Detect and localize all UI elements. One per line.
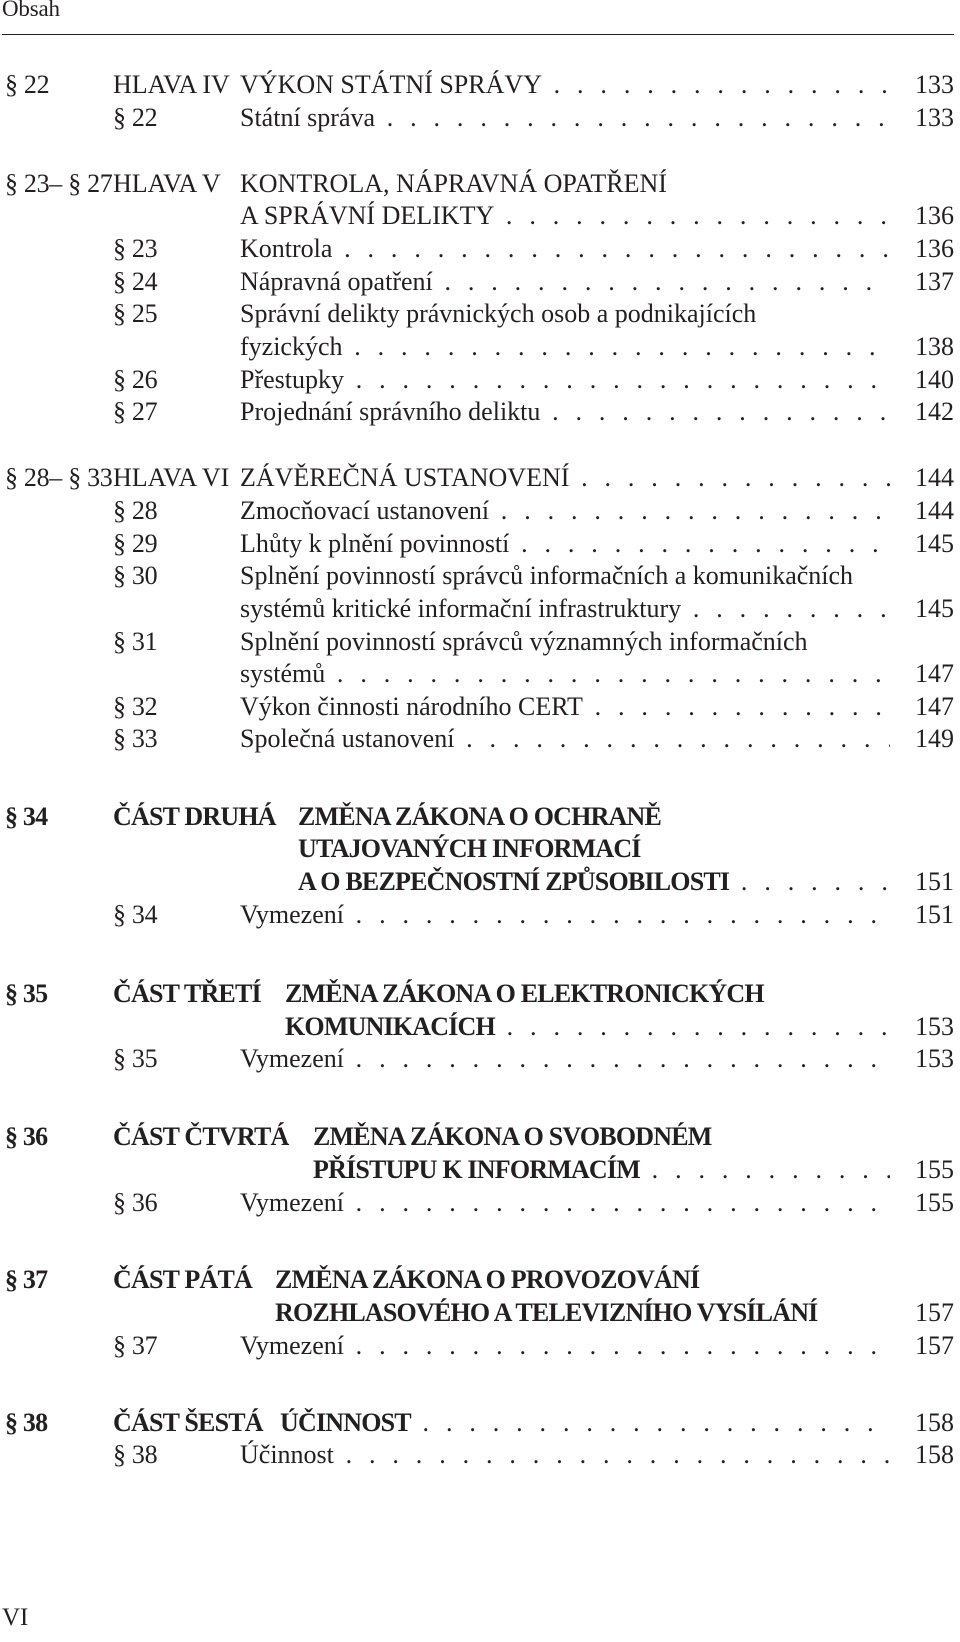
toc-part-title-line1: ZMĚNA ZÁKONA O PROVOZOVÁNÍ	[275, 1265, 700, 1294]
toc-page-number: 136	[915, 234, 954, 263]
toc-section-entry[interactable]	[0, 265, 954, 299]
toc-section-ref: § 33	[113, 724, 158, 753]
toc-section-entry[interactable]	[0, 527, 954, 561]
toc-page-number: 153	[915, 1044, 954, 1073]
toc-section-ref: § 38	[113, 1440, 158, 1469]
toc-part-ref: § 37	[5, 1265, 48, 1294]
toc-section-entry-cont[interactable]	[0, 330, 954, 364]
toc-section-title: Státní správa . . .	[240, 101, 890, 135]
toc-part-title-line1: ZMĚNA ZÁKONA O SVOBODNÉM	[313, 1122, 712, 1151]
toc-section-ref: § 32	[113, 692, 158, 721]
toc-section-title: Vymezení . . .	[240, 1042, 890, 1076]
toc-section-entry[interactable]	[0, 559, 954, 593]
toc-section-title: Přestupky . . .	[240, 363, 890, 397]
toc-section-entry[interactable]	[0, 395, 954, 429]
toc-section-ref: § 30	[113, 561, 158, 590]
toc-section-entry[interactable]	[0, 898, 954, 932]
toc-page-number: 137	[915, 267, 954, 296]
toc-page-number: 142	[915, 397, 954, 426]
toc-section-title: Kontrola . . .	[240, 232, 890, 266]
toc-section-title: Účinnost . . .	[240, 1438, 890, 1472]
toc-part-entry[interactable]	[0, 1263, 954, 1297]
toc-page-number: 149	[915, 724, 954, 753]
toc-part-title-line3: A O BEZPEČNOSTNÍ ZPŮSOBILOSTI . . .	[298, 865, 890, 899]
toc-part-entry[interactable]	[0, 800, 954, 834]
toc-section-ref: § 23	[113, 234, 158, 263]
toc-page-number: 140	[915, 365, 954, 394]
toc-section-entry-cont[interactable]	[0, 592, 954, 626]
footer-page-number: VI	[2, 1604, 29, 1631]
toc-part-title-line1: ZMĚNA ZÁKONA O OCHRANĚ	[298, 802, 662, 831]
toc-part-ref: § 34	[5, 802, 48, 831]
toc-chapter-title-line2: A SPRÁVNÍ DELIKTY . . .	[240, 199, 890, 233]
toc-part-entry[interactable]	[0, 1406, 954, 1440]
toc-section-entry[interactable]	[0, 297, 954, 331]
toc-chapter-label: HLAVA IV	[113, 70, 230, 99]
toc-page-number: 155	[915, 1155, 954, 1184]
toc-section-ref: § 36	[113, 1188, 158, 1217]
toc-part-title-line2: ROZHLASOVÉHO A TELEVIZNÍHO VYSÍLÁNÍ	[275, 1298, 818, 1327]
toc-section-entry-cont[interactable]	[0, 657, 954, 691]
toc-page-number: 138	[915, 332, 954, 361]
toc-part-entry-cont[interactable]	[0, 1153, 954, 1187]
toc-section-title-line1: Splnění povinností správců informačních a komunikačních	[240, 561, 854, 590]
toc-chapter-label: HLAVA V	[113, 169, 221, 198]
toc-section-title-line2: systémů . . .	[240, 657, 890, 691]
toc-section-ref: § 24	[113, 267, 158, 296]
toc-chapter-title: ZÁVĚREČNÁ USTANOVENÍ . . .	[240, 461, 890, 495]
toc-section-ref: § 35	[113, 1044, 158, 1073]
toc-page-number: 133	[915, 103, 954, 132]
toc-section-title-line1: Správní delikty právnických osob a podnikajících	[240, 299, 757, 328]
toc-chapter-entry[interactable]	[0, 461, 954, 495]
toc-page-number: 133	[915, 70, 954, 99]
toc-part-entry-cont[interactable]	[0, 832, 954, 866]
toc-part-entry[interactable]	[0, 977, 954, 1011]
toc-part-entry[interactable]	[0, 1120, 954, 1154]
toc-part-entry-cont[interactable]	[0, 865, 954, 899]
toc-part-label: ČÁST TŘETÍ	[113, 979, 261, 1008]
toc-part-label: ČÁST ŠESTÁ	[113, 1408, 263, 1437]
toc-section-title: Vymezení . . .	[240, 898, 890, 932]
toc-section-title: Vymezení . . .	[240, 1186, 890, 1220]
toc-section-ref: § 28– § 33	[5, 463, 113, 492]
toc-section-title: Lhůty k plnění povinností . . .	[240, 527, 890, 561]
toc-chapter-title-line1: KONTROLA, NÁPRAVNÁ OPATŘENÍ	[240, 169, 667, 198]
toc-page-number: 158	[915, 1440, 954, 1469]
toc-section-entry[interactable]	[0, 722, 954, 756]
toc-section-ref: § 22	[5, 70, 50, 99]
toc-section-ref: § 23– § 27	[5, 169, 113, 198]
toc-section-entry[interactable]	[0, 690, 954, 724]
toc-section-ref: § 31	[113, 627, 158, 656]
toc-page-number: 155	[915, 1188, 954, 1217]
toc-part-ref: § 35	[5, 979, 48, 1008]
toc-page-number: 151	[915, 900, 954, 929]
toc-section-entry[interactable]	[0, 363, 954, 397]
toc-part-label: ČÁST ČTVRTÁ	[113, 1122, 289, 1151]
toc-part-label: ČÁST DRUHÁ	[113, 802, 276, 831]
toc-section-ref: § 27	[113, 397, 158, 426]
toc-chapter-entry-cont[interactable]	[0, 199, 954, 233]
header-rule	[2, 34, 954, 35]
toc-page-number: 158	[915, 1408, 954, 1437]
toc-page-number: 145	[915, 529, 954, 558]
toc-page-number: 157	[915, 1331, 954, 1360]
toc-section-title: Společná ustanovení . . .	[240, 722, 890, 756]
toc-section-title: Vymezení . . .	[240, 1329, 890, 1363]
toc-section-title: Nápravná opatření . . .	[240, 265, 890, 299]
toc-section-entry[interactable]	[0, 1186, 954, 1220]
toc-section-entry[interactable]	[0, 625, 954, 659]
toc-part-title-line2: PŘÍSTUPU K INFORMACÍM . . .	[313, 1153, 890, 1187]
toc-section-title: Projednání správního deliktu . . .	[240, 395, 890, 429]
toc-chapter-title: VÝKON STÁTNÍ SPRÁVY . . .	[240, 68, 890, 102]
toc-page-number: 157	[915, 1298, 954, 1327]
toc-section-ref: § 22	[113, 103, 158, 132]
toc-section-entry[interactable]	[0, 1438, 954, 1472]
toc-section-entry[interactable]	[0, 232, 954, 266]
toc-section-title-line2: systémů kritické informační infrastruktury . . .	[240, 592, 890, 626]
toc-section-entry[interactable]	[0, 1329, 954, 1363]
toc-section-title: Zmocňovací ustanovení . . .	[240, 494, 890, 528]
toc-page-number: 151	[915, 867, 954, 896]
toc-part-ref: § 36	[5, 1122, 48, 1151]
toc-section-title-line2: fyzických . . .	[240, 330, 890, 364]
toc-chapter-entry[interactable]	[0, 167, 954, 201]
toc-section-ref: § 25	[113, 299, 158, 328]
running-header-title: Obsah	[2, 0, 60, 21]
toc-part-title-line2: KOMUNIKACÍCH . . .	[285, 1010, 890, 1044]
toc-section-ref: § 26	[113, 365, 158, 394]
toc-section-ref: § 34	[113, 900, 158, 929]
toc-section-ref: § 28	[113, 496, 158, 525]
toc-section-ref: § 29	[113, 529, 158, 558]
toc-chapter-label: HLAVA VI	[113, 463, 230, 492]
toc-part-entry-cont[interactable]	[0, 1010, 954, 1044]
toc-part-title: ÚČINNOST . . .	[280, 1406, 890, 1440]
toc-section-entry[interactable]	[0, 101, 954, 135]
toc-part-entry-cont[interactable]	[0, 1296, 954, 1330]
toc-part-title-line1: ZMĚNA ZÁKONA O ELEKTRONICKÝCH	[285, 979, 764, 1008]
toc-page-number: 147	[915, 692, 954, 721]
toc-section-title: Výkon činnosti národního CERT . . .	[240, 690, 890, 724]
toc-page-number: 153	[915, 1012, 954, 1041]
toc-page-number: 144	[915, 496, 954, 525]
toc-part-title-line2: UTAJOVANÝCH INFORMACÍ	[298, 834, 641, 863]
toc-section-ref: § 37	[113, 1331, 158, 1360]
toc-section-entry[interactable]	[0, 1042, 954, 1076]
toc-page-number: 145	[915, 594, 954, 623]
toc-chapter-entry[interactable]	[0, 68, 954, 102]
toc-section-entry[interactable]	[0, 494, 954, 528]
toc-page-number: 147	[915, 659, 954, 688]
toc-section-title-line1: Splnění povinností správců významných informačních	[240, 627, 808, 656]
toc-page-number: 144	[915, 463, 954, 492]
toc-part-label: ČÁST PÁTÁ	[113, 1265, 252, 1294]
toc-part-ref: § 38	[5, 1408, 48, 1437]
toc-page-number: 136	[915, 201, 954, 230]
